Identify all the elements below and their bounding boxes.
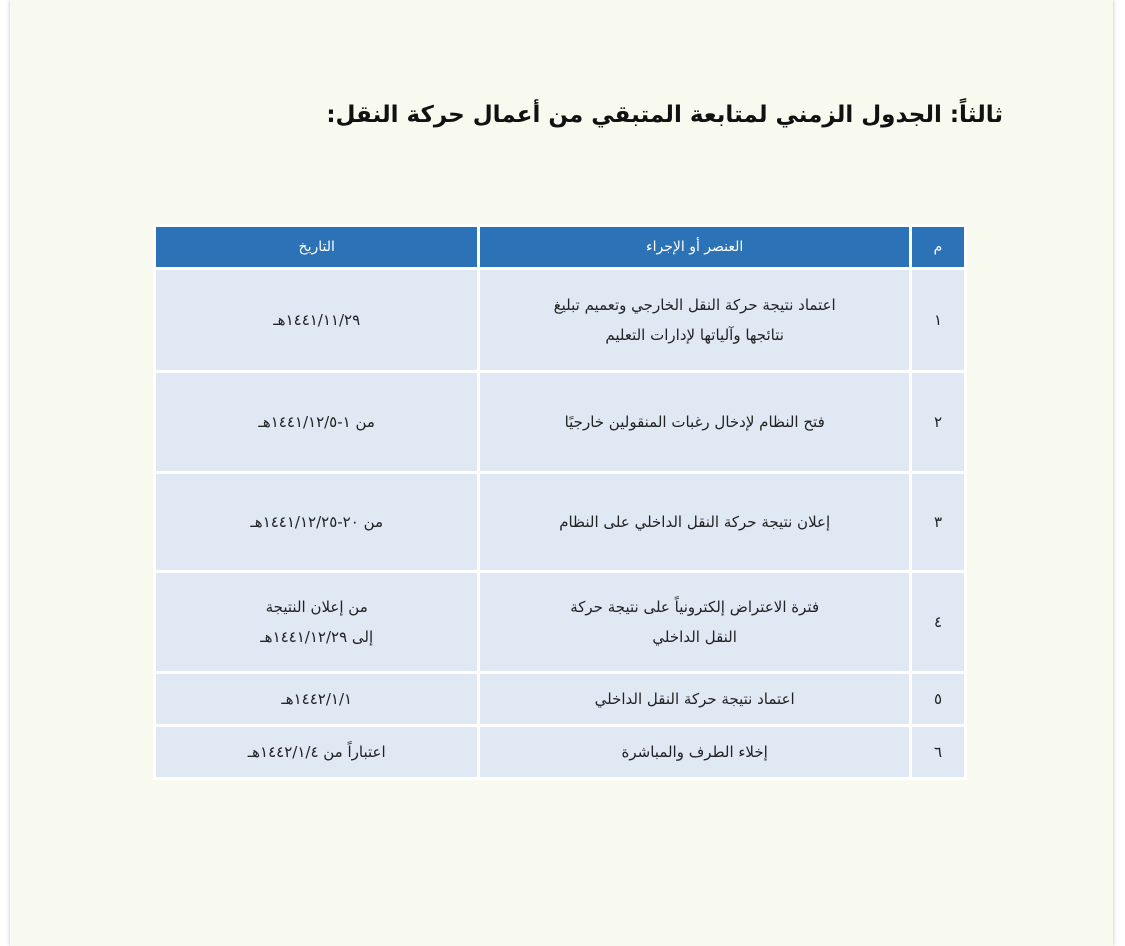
header-number: م: [912, 227, 964, 267]
row-date: [156, 573, 477, 671]
row-date-line: ١٤٤٢/١/١هـ: [281, 690, 353, 708]
table-row: [156, 270, 964, 370]
row-date-line: من إعلان النتيجة: [265, 598, 368, 616]
schedule-table: [153, 224, 967, 780]
row-number: ٥: [912, 674, 964, 724]
row-date-line: من ١-١٤٤١/١٢/٥هـ: [258, 413, 375, 431]
header-item: العنصر أو الإجراء: [480, 227, 909, 267]
table-row: [156, 474, 964, 570]
row-item-line: إخلاء الطرف والمباشرة: [621, 743, 768, 761]
row-number: ٣: [912, 474, 964, 570]
row-item: [480, 270, 909, 370]
row-item: [480, 474, 909, 570]
row-date: [156, 373, 477, 471]
row-item-line: فتح النظام لإدخال رغبات المنقولين خارجيًا: [564, 413, 825, 431]
row-item-line: اعتماد نتيجة حركة النقل الداخلي: [594, 690, 795, 708]
row-item-line: النقل الداخلي: [652, 628, 737, 646]
row-number: ١: [912, 270, 964, 370]
row-item-line: اعتماد نتيجة حركة النقل الخارجي وتعميم تبليغ: [553, 296, 836, 314]
row-item: [480, 727, 909, 777]
row-item: [480, 674, 909, 724]
table-row: [156, 674, 964, 724]
row-date-line: من ٢٠-١٤٤١/١٢/٢٥هـ: [250, 513, 384, 531]
table-row: [156, 573, 964, 671]
row-number: ٦: [912, 727, 964, 777]
row-number: ٢: [912, 373, 964, 471]
row-item-line: نتائجها وآلياتها لإدارات التعليم: [605, 326, 784, 344]
row-date-line: اعتباراً من ١٤٤٢/١/٤هـ: [247, 743, 386, 761]
row-date: [156, 474, 477, 570]
table-row: [156, 373, 964, 471]
row-item-line: إعلان نتيجة حركة النقل الداخلي على النظام: [559, 513, 831, 531]
document-page: [10, 0, 1113, 946]
section-heading: ثالثاً: الجدول الزمني لمتابعة المتبقي من أعمال حركة النقل:: [326, 102, 1003, 128]
row-date-line: إلى ١٤٤١/١٢/٢٩هـ: [260, 628, 374, 646]
row-item-line: فترة الاعتراض إلكترونياً على نتيجة حركة: [570, 598, 820, 616]
row-number: ٤: [912, 573, 964, 671]
table-header-row: [156, 227, 964, 267]
table-row: [156, 727, 964, 777]
row-item: [480, 573, 909, 671]
row-date-line: ١٤٤١/١١/٢٩هـ: [273, 311, 361, 329]
row-date: [156, 674, 477, 724]
header-date: التاريخ: [156, 227, 477, 267]
row-date: [156, 270, 477, 370]
row-item: [480, 373, 909, 471]
row-date: [156, 727, 477, 777]
